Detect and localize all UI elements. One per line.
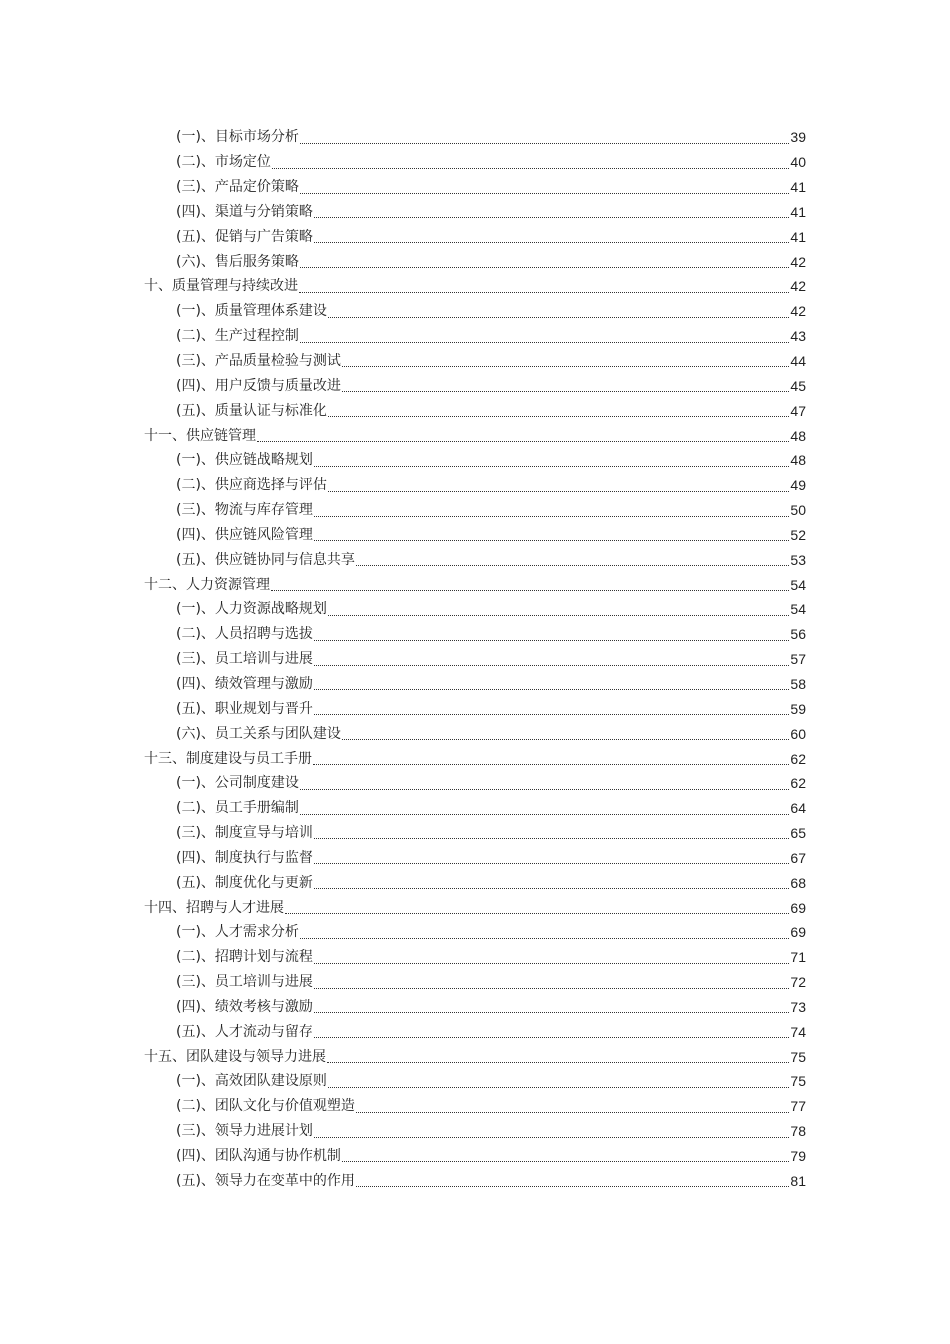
toc-section-entry[interactable] [0, 1144, 950, 1169]
toc-page-number: 62 [790, 750, 806, 767]
toc-page-number: 68 [790, 874, 806, 891]
toc-page-number: 74 [790, 1023, 806, 1040]
toc-section-entry[interactable] [0, 224, 950, 249]
toc-section-entry[interactable] [0, 299, 950, 324]
toc-entry-label: (五)、供应链协同与信息共享 [176, 551, 355, 568]
toc-dot-leader [314, 639, 789, 641]
toc-section-entry[interactable] [0, 696, 950, 721]
toc-dot-leader [314, 1036, 789, 1038]
toc-entry-label: (三)、产品定价策略 [176, 179, 299, 196]
toc-entry-label: (一)、人力资源战略规划 [176, 601, 327, 618]
toc-entry-label: (二)、人员招聘与选拔 [176, 626, 313, 643]
toc-entry-label: (四)、绩效管理与激励 [176, 675, 313, 692]
toc-section-entry[interactable] [0, 1069, 950, 1094]
toc-dot-leader [300, 266, 789, 268]
toc-dot-leader [342, 738, 789, 740]
toc-entry-label: (二)、员工手册编制 [176, 800, 299, 817]
toc-page-number: 52 [790, 526, 806, 543]
toc-entry-label: (三)、产品质量检验与测试 [176, 353, 341, 370]
toc-entry-label: (四)、团队沟通与协作机制 [176, 1148, 341, 1165]
toc-entry-label: (四)、用户反馈与质量改进 [176, 377, 341, 394]
toc-page-number: 62 [790, 775, 806, 792]
toc-section-entry[interactable] [0, 200, 950, 225]
toc-dot-leader [342, 1160, 789, 1162]
toc-entry-label: (五)、促销与广告策略 [176, 228, 313, 245]
toc-entry-label: 十四、招聘与人才进展 [144, 899, 284, 916]
toc-page-number: 59 [790, 700, 806, 717]
toc-dot-leader [328, 415, 789, 417]
toc-chapter-entry[interactable] [0, 746, 950, 771]
toc-entry-label: (二)、团队文化与价值观塑造 [176, 1098, 355, 1115]
toc-chapter-entry[interactable] [0, 572, 950, 597]
toc-entry-label: (四)、渠道与分销策略 [176, 203, 313, 220]
toc-chapter-entry[interactable] [0, 274, 950, 299]
toc-section-entry[interactable] [0, 771, 950, 796]
toc-dot-leader [314, 241, 789, 243]
toc-section-entry[interactable] [0, 796, 950, 821]
toc-section-entry[interactable] [0, 995, 950, 1020]
toc-page-number: 42 [790, 278, 806, 295]
toc-page-number: 65 [790, 825, 806, 842]
toc-dot-leader [342, 365, 789, 367]
table-of-contents [0, 125, 950, 1193]
toc-section-entry[interactable] [0, 547, 950, 572]
toc-dot-leader [300, 937, 789, 939]
toc-section-entry[interactable] [0, 398, 950, 423]
toc-page-number: 42 [790, 253, 806, 270]
toc-section-entry[interactable] [0, 721, 950, 746]
toc-dot-leader [314, 515, 789, 517]
toc-dot-leader [356, 564, 789, 566]
toc-page-number: 81 [790, 1172, 806, 1189]
toc-entry-label: 十五、团队建设与领导力进展 [144, 1048, 326, 1065]
toc-page-number: 60 [790, 725, 806, 742]
toc-dot-leader [272, 167, 789, 169]
toc-entry-label: (六)、售后服务策略 [176, 253, 299, 270]
toc-dot-leader [314, 962, 789, 964]
toc-page-number: 69 [790, 924, 806, 941]
toc-section-entry[interactable] [0, 920, 950, 945]
toc-entry-label: (四)、绩效考核与激励 [176, 998, 313, 1015]
toc-entry-label: (三)、员工培训与进展 [176, 651, 313, 668]
toc-dot-leader [314, 465, 789, 467]
toc-entry-label: (二)、市场定位 [176, 154, 271, 171]
toc-page-number: 79 [790, 1148, 806, 1165]
toc-page-number: 64 [790, 800, 806, 817]
toc-page-number: 44 [790, 353, 806, 370]
toc-entry-label: 十、质量管理与持续改进 [144, 278, 298, 295]
toc-section-entry[interactable] [0, 870, 950, 895]
toc-page-number: 41 [790, 179, 806, 196]
toc-chapter-entry[interactable] [0, 423, 950, 448]
toc-chapter-entry[interactable] [0, 1044, 950, 1069]
toc-entry-label: (五)、人才流动与留存 [176, 1023, 313, 1040]
toc-dot-leader [314, 1011, 789, 1013]
toc-entry-label: (二)、供应商选择与评估 [176, 477, 327, 494]
toc-entry-label: (五)、质量认证与标准化 [176, 402, 327, 419]
toc-page-number: 43 [790, 328, 806, 345]
toc-dot-leader [271, 589, 789, 591]
toc-dot-leader [356, 1185, 789, 1187]
toc-page-number: 53 [790, 551, 806, 568]
toc-dot-leader [300, 813, 789, 815]
toc-chapter-entry[interactable] [0, 895, 950, 920]
toc-section-entry[interactable] [0, 473, 950, 498]
toc-page-number: 67 [790, 849, 806, 866]
toc-section-entry[interactable] [0, 523, 950, 548]
toc-page-number: 48 [790, 452, 806, 469]
toc-dot-leader [314, 1136, 789, 1138]
toc-dot-leader [314, 688, 789, 690]
toc-section-entry[interactable] [0, 324, 950, 349]
toc-entry-label: 十三、制度建设与员工手册 [144, 750, 312, 767]
toc-entry-label: (三)、制度宣导与培训 [176, 825, 313, 842]
toc-section-entry[interactable] [0, 498, 950, 523]
toc-entry-label: (一)、高效团队建设原则 [176, 1073, 327, 1090]
toc-dot-leader [314, 987, 789, 989]
toc-page-number: 77 [790, 1098, 806, 1115]
toc-entry-label: (五)、职业规划与晋升 [176, 700, 313, 717]
toc-page-number: 54 [790, 576, 806, 593]
toc-dot-leader [300, 341, 789, 343]
toc-entry-label: (一)、供应链战略规划 [176, 452, 313, 469]
toc-dot-leader [314, 862, 789, 864]
toc-entry-label: (三)、员工培训与进展 [176, 974, 313, 991]
toc-page-number: 42 [790, 303, 806, 320]
toc-entry-label: (一)、目标市场分析 [176, 129, 299, 146]
toc-entry-label: 十一、供应链管理 [144, 427, 256, 444]
toc-page-number: 69 [790, 899, 806, 916]
toc-entry-label: (四)、供应链风险管理 [176, 526, 313, 543]
toc-section-entry[interactable] [0, 970, 950, 995]
toc-dot-leader [327, 1061, 789, 1063]
toc-page-number: 56 [790, 626, 806, 643]
toc-dot-leader [328, 614, 789, 616]
toc-section-entry[interactable] [0, 1168, 950, 1193]
toc-section-entry[interactable] [0, 821, 950, 846]
toc-entry-label: (二)、生产过程控制 [176, 328, 299, 345]
toc-dot-leader [300, 788, 789, 790]
toc-section-entry[interactable] [0, 597, 950, 622]
toc-section-entry[interactable] [0, 672, 950, 697]
toc-section-entry[interactable] [0, 845, 950, 870]
toc-page-number: 73 [790, 998, 806, 1015]
toc-dot-leader [314, 216, 789, 218]
toc-dot-leader [314, 539, 789, 541]
toc-dot-leader [300, 192, 789, 194]
toc-entry-label: (三)、领导力进展计划 [176, 1123, 313, 1140]
toc-page-number: 57 [790, 651, 806, 668]
toc-section-entry[interactable] [0, 647, 950, 672]
toc-page-number: 49 [790, 477, 806, 494]
toc-section-entry[interactable] [0, 373, 950, 398]
toc-page-number: 75 [790, 1073, 806, 1090]
toc-dot-leader [328, 490, 789, 492]
toc-entry-label: (一)、质量管理体系建设 [176, 303, 327, 320]
toc-entry-label: (五)、领导力在变革中的作用 [176, 1172, 355, 1189]
toc-dot-leader [300, 142, 789, 144]
toc-page-number: 54 [790, 601, 806, 618]
toc-section-entry[interactable] [0, 249, 950, 274]
toc-section-entry[interactable] [0, 1019, 950, 1044]
toc-dot-leader [314, 837, 789, 839]
toc-dot-leader [313, 763, 789, 765]
toc-section-entry[interactable] [0, 945, 950, 970]
toc-entry-label: (三)、物流与库存管理 [176, 502, 313, 519]
toc-section-entry[interactable] [0, 175, 950, 200]
toc-dot-leader [257, 440, 789, 442]
toc-entry-label: (五)、制度优化与更新 [176, 874, 313, 891]
toc-entry-label: (一)、公司制度建设 [176, 775, 299, 792]
toc-dot-leader [314, 887, 789, 889]
toc-section-entry[interactable] [0, 448, 950, 473]
toc-entry-label: (一)、人才需求分析 [176, 924, 299, 941]
toc-page-number: 58 [790, 675, 806, 692]
toc-dot-leader [356, 1111, 789, 1113]
toc-page-number: 71 [790, 949, 806, 966]
toc-page-number: 40 [790, 154, 806, 171]
toc-section-entry[interactable] [0, 1094, 950, 1119]
toc-dot-leader [328, 316, 789, 318]
toc-page-number: 75 [790, 1048, 806, 1065]
toc-dot-leader [328, 1086, 789, 1088]
toc-page-number: 41 [790, 203, 806, 220]
toc-section-entry[interactable] [0, 125, 950, 150]
toc-dot-leader [299, 291, 789, 293]
toc-page-number: 72 [790, 974, 806, 991]
toc-page-number: 47 [790, 402, 806, 419]
toc-section-entry[interactable] [0, 150, 950, 175]
toc-dot-leader [314, 713, 789, 715]
toc-section-entry[interactable] [0, 349, 950, 374]
toc-page-number: 50 [790, 502, 806, 519]
toc-entry-label: (四)、制度执行与监督 [176, 849, 313, 866]
toc-page-number: 48 [790, 427, 806, 444]
toc-page-number: 41 [790, 228, 806, 245]
toc-page-number: 39 [790, 129, 806, 146]
toc-dot-leader [342, 390, 789, 392]
toc-entry-label: (二)、招聘计划与流程 [176, 949, 313, 966]
toc-page-number: 45 [790, 377, 806, 394]
toc-section-entry[interactable] [0, 1119, 950, 1144]
toc-entry-label: 十二、人力资源管理 [144, 576, 270, 593]
toc-entry-label: (六)、员工关系与团队建设 [176, 725, 341, 742]
toc-section-entry[interactable] [0, 622, 950, 647]
toc-dot-leader [314, 664, 789, 666]
toc-dot-leader [285, 912, 789, 914]
toc-page-number: 78 [790, 1123, 806, 1140]
